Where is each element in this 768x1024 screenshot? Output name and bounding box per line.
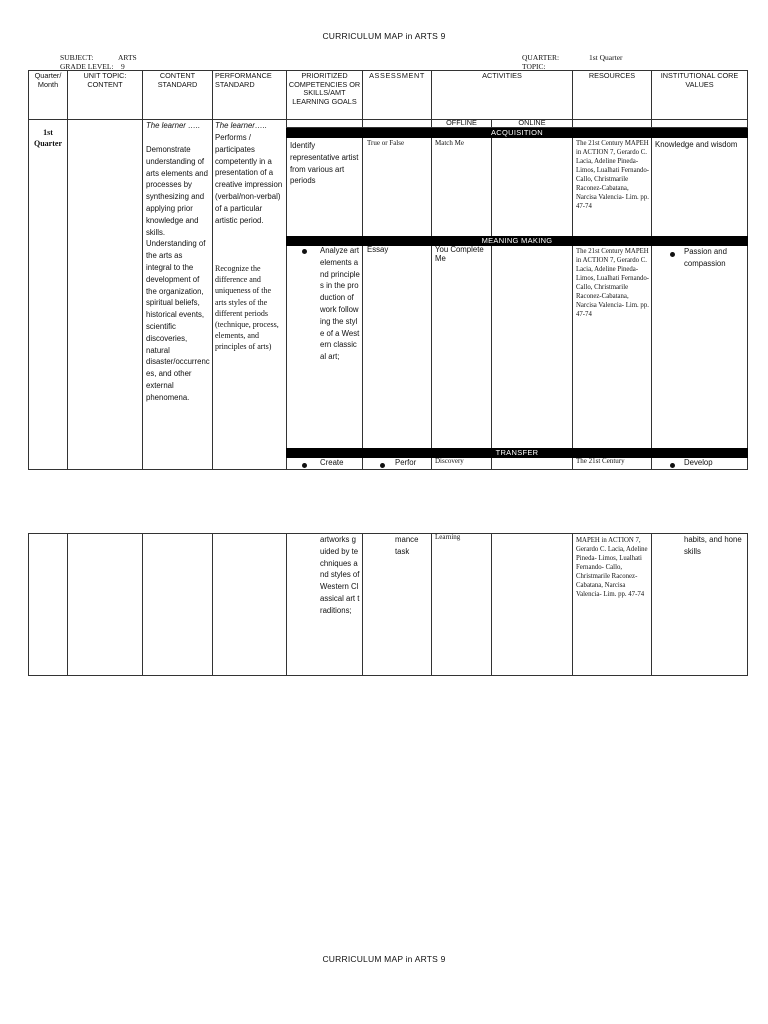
meaning-core-values: Passion and compassion xyxy=(684,247,727,268)
meaning-competency: Analyze art elements and principles in the production of work following the style of a Western classical art; xyxy=(320,246,360,362)
band-acquisition: ACQUISITION xyxy=(286,128,748,138)
subject-label: SUBJECT: xyxy=(60,53,94,62)
meaning-resources: The 21st Century MAPEH in ACTION 7, Gerardo C. Lacia, Adeline Pineda- Limos, Lualhati Fernando- Callo, Christmarile Raconez-Cabatana, Narcisa Valencia- Lim. pp. 47-74 xyxy=(576,248,650,318)
bullet-icon xyxy=(670,460,681,469)
document-title: CURRICULUM MAP in ARTS 9 xyxy=(322,31,446,41)
content-standard-body: Demonstrate understanding of arts elements and processes by synthesizing and applying prior knowledge and skills. Understanding of the arts as integral to the development of the organization, spiritual beliefs, historical events, scientific discoveries, natural disaster/occurrences, and other external phenomena. xyxy=(146,145,210,402)
header-assessment: ASSESSMENT xyxy=(369,71,425,80)
page-footer-title: CURRICULUM MAP in ARTS 9 xyxy=(322,954,446,964)
topic-label: TOPIC: xyxy=(522,62,546,71)
acquisition-assessment: True or False xyxy=(367,139,405,147)
meaning-offline: You Complete Me xyxy=(435,245,484,263)
transfer-offline-start: Discovery xyxy=(435,457,464,465)
performance-standard-lead: The learner….. xyxy=(215,121,268,130)
header-core-values: INSTITUTIONAL CORE VALUES xyxy=(660,71,739,89)
transfer-core-values-start: Develop xyxy=(684,458,713,467)
performance-standard-body: Performs / participates competently in a presentation of a creative impression (verbal/non-verbal) of a particular artistic period. xyxy=(215,133,283,225)
bullet-icon xyxy=(302,246,313,255)
header-performance-standard: PERFORMANCE STANDARD xyxy=(215,71,272,89)
transfer-resources-cont: MAPEH in ACTION 7, Gerardo C. Lacia, Adeline Pineda- Limos, Lualhati Fernando- Callo, Christmarile Raconez-Cabatana, Narcisa Valencia- Lim. pp. 47-74 xyxy=(576,537,648,598)
bullet-icon xyxy=(380,460,391,469)
quarter-cell: 1st Quarter xyxy=(34,128,62,148)
bullet-icon xyxy=(670,249,681,258)
header-unit-topic: UNIT TOPIC: CONTENT xyxy=(83,71,127,89)
transfer-assessment-start: Perfor xyxy=(395,458,417,467)
header-activities: ACTIVITIES xyxy=(482,71,522,80)
transfer-assessment-cont: mance task xyxy=(395,535,419,556)
subject-value: ARTS xyxy=(118,53,137,62)
transfer-competency-cont: artworks guided by techniques and styles of Western Classical art traditions; xyxy=(320,535,360,615)
transfer-competency-start: Create xyxy=(320,458,344,467)
header-competencies: PRIORITIZED COMPETENCIES OR SKILLS/AMT LEARNING GOALS xyxy=(288,71,361,106)
band-transfer: TRANSFER xyxy=(286,448,748,458)
header-quarter: Quarter/ Month xyxy=(34,71,62,89)
grade-value: 9 xyxy=(121,62,125,71)
transfer-offline-cont: Learning xyxy=(435,533,461,541)
header-resources: RESOURCES xyxy=(588,71,636,80)
bullet-icon xyxy=(302,460,313,469)
header-offline: OFFLINE xyxy=(446,118,477,127)
band-meaning-making: MEANING MAKING xyxy=(286,236,748,246)
content-standard-lead: The learner ….. xyxy=(146,121,201,130)
acquisition-resources: The 21st Century MAPEH in ACTION 7, Gerardo C. Lacia, Adeline Pineda- Limos, Lualhati Fernando- Callo, Christmarile Raconez-Cabatana, Narcisa Valencia- Lim. pp. 47-74 xyxy=(576,140,650,210)
meaning-assessment: Essay xyxy=(367,245,389,254)
acquisition-competency: Identify representative artist from various art periods xyxy=(290,141,359,186)
acquisition-offline: Match Me xyxy=(435,139,464,147)
grade-label: GRADE LEVEL: xyxy=(60,62,114,71)
header-online: ONLINE xyxy=(518,118,546,127)
header-content-standard: CONTENT STANDARD xyxy=(157,71,198,89)
quarter-label: QUARTER: xyxy=(522,53,560,62)
acquisition-core-values: Knowledge and wisdom xyxy=(655,140,738,149)
performance-standard-recognize: Recognize the difference and uniqueness of the arts styles of the different periods (technique, process, elements, and principles of arts) xyxy=(215,264,279,352)
transfer-resources-start: The 21st Century xyxy=(576,457,625,465)
quarter-value: 1st Quarter xyxy=(589,53,623,62)
transfer-core-values-cont: habits, and hone skills xyxy=(684,535,742,556)
